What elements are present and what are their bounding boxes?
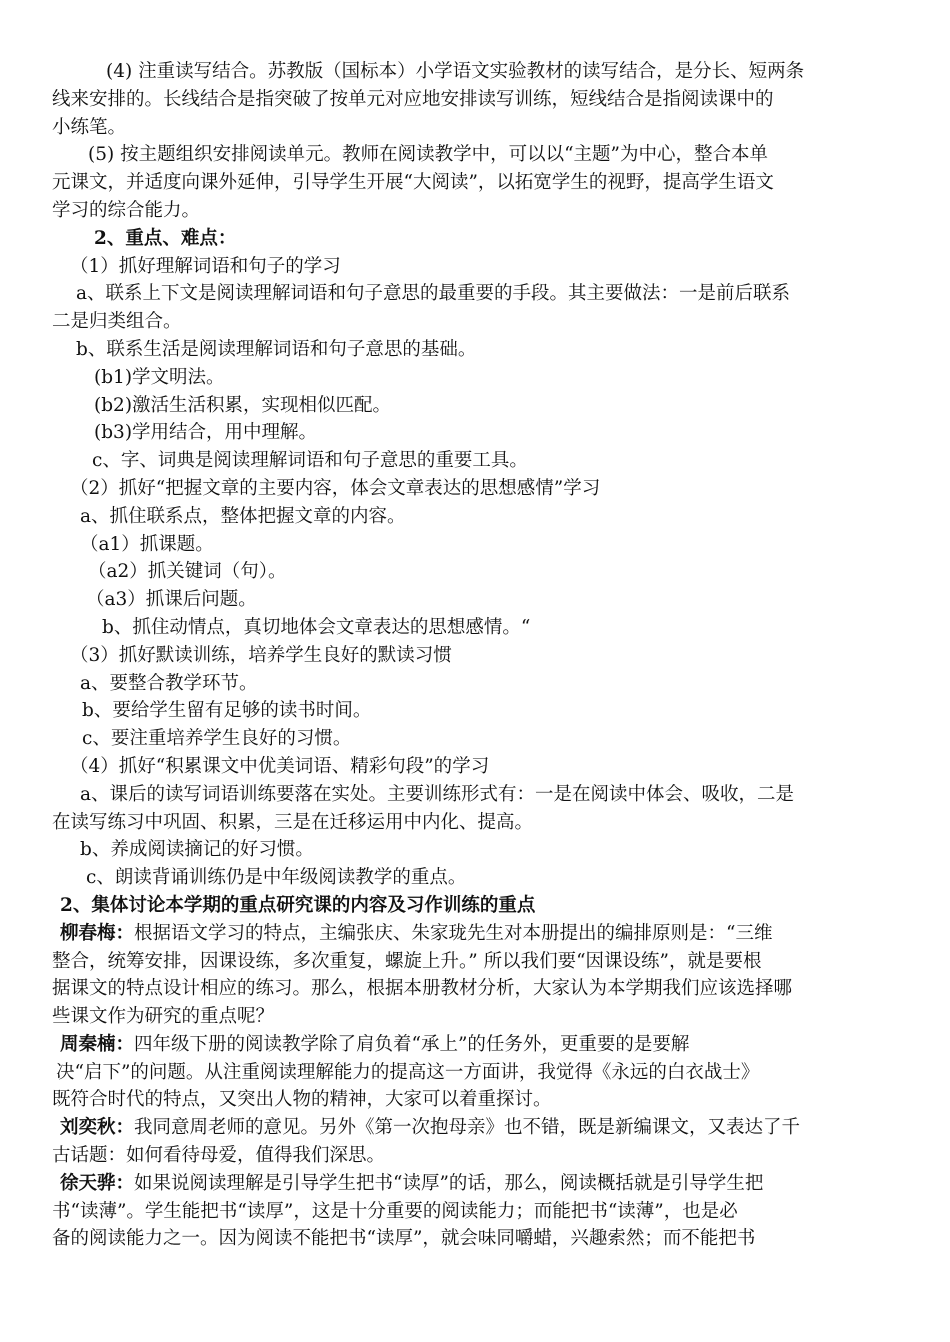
item-3a: a、要整合教学环节。 (80, 672, 258, 694)
item-1a-line-1: a、联系上下文是阅读理解词语和句子意思的最重要的手段。其主要做法：一是前后联系 (76, 283, 791, 305)
item-4-heading: （4）抓好“积累课文中优美词语、精彩句段”的学习 (70, 755, 490, 777)
dialogue-line (52, 1031, 902, 1059)
dialogue-line: 既符合时代的特点，又突出人物的精神，大家可以着重探讨。 (52, 1089, 552, 1111)
dialogue-line: 决“启下”的问题。从注重阅读理解能力的提高这一方面讲，我觉得《永远的白衣战士》 (56, 1061, 760, 1083)
item-3c: c、要注重培养学生良好的习惯。 (82, 728, 352, 750)
speech-text: 我同意周老师的意见。另外《第一次抱母亲》也不错，既是新编课文，又表达了千 (134, 1117, 801, 1139)
section-heading-discussion: 2、集体讨论本学期的重点研究课的内容及习作训练的重点 (60, 894, 536, 916)
item-1b: b、联系生活是阅读理解词语和句子意思的基础。 (76, 338, 477, 360)
item-b2: (b2)激活生活积累，实现相似匹配。 (94, 394, 392, 416)
dialogue-line: 整合，统筹安排，因课设练，多次重复，螺旋上升。” 所以我们要“因课设练”，就是要根 (52, 950, 762, 972)
dialogue-line (52, 1114, 902, 1142)
para-5-line-2: 元课文，并适度向课外延伸，引导学生开展“大阅读”，以拓宽学生的视野，提高学生语文 (52, 172, 774, 194)
item-4a-line-1: a、课后的读写词语训练要落在实处。主要训练形式有：一是在阅读中体会、吸收，二是 (80, 783, 795, 805)
document-page (52, 58, 902, 1253)
speech-text: 根据语文学习的特点，主编张庆、朱家珑先生对本册提出的编排原则是：“三维 (134, 922, 773, 944)
dialogue-line: 古话题：如何看待母爱，值得我们深思。 (52, 1145, 386, 1167)
item-b3: (b3)学用结合，用中理解。 (94, 422, 318, 444)
item-2b: b、抓住动情点，真切地体会文章表达的思想感情。“ (102, 616, 531, 638)
dialogue-line (52, 1170, 902, 1198)
speech-text: 四年级下册的阅读教学除了肩负着“承上”的任务外，更重要的是要解 (134, 1033, 690, 1055)
item-2-heading: （2）抓好“把握文章的主要内容，体会文章表达的思想感情”学习 (70, 477, 601, 499)
dialogue-line (52, 920, 902, 948)
para-4-line-2: 线来安排的。长线结合是指突破了按单元对应地安排读写训练，短线结合是指阅读课中的 (52, 88, 774, 110)
item-a1: （a1）抓课题。 (80, 533, 214, 555)
item-4b: b、养成阅读摘记的好习惯。 (80, 839, 314, 861)
item-4a-line-2: 在读写练习中巩固、积累，三是在迁移运用中内化、提高。 (52, 811, 534, 833)
dialogue-line: 备的阅读能力之一。因为阅读不能把书“读厚”，就会味同嚼蜡，兴趣索然；而不能把书 (52, 1228, 756, 1250)
speaker-name: 徐天骅： (60, 1172, 135, 1194)
speaker-name: 柳春梅： (60, 922, 135, 944)
para-4-line-1: (4) 注重读写结合。苏教版（国标本）小学语文实验教材的读写结合，是分长、短两条 (106, 61, 805, 82)
item-4c: c、朗读背诵训练仍是中年级阅读教学的重点。 (86, 867, 467, 889)
speech-text: 如果说阅读理解是引导学生把书“读厚”的话，那么，阅读概括就是引导学生把 (134, 1172, 764, 1194)
item-a2: （a2）抓关键词（句）。 (88, 561, 287, 583)
dialogue-line: 些课文作为研究的重点呢？ (52, 1006, 275, 1028)
para-5-line-3: 学习的综合能力。 (52, 199, 201, 221)
para-5-line-1: (5) 按主题组织安排阅读单元。教师在阅读教学中，可以以“主题”为中心，整合本单 (88, 144, 769, 166)
section-heading-key-points: 2、重点、难点： (94, 227, 237, 249)
item-b1: (b1)学文明法。 (94, 366, 225, 388)
item-3-heading: （3）抓好默读训练，培养学生良好的默读习惯 (70, 644, 452, 666)
item-1a-line-2: 二是归类组合。 (52, 311, 182, 333)
item-a3: （a3）抓课后问题。 (86, 589, 257, 611)
para-4-line-3: 小练笔。 (52, 116, 127, 138)
item-1-heading: （1）抓好理解词语和句子的学习 (70, 255, 341, 277)
item-3b: b、要给学生留有足够的读书时间。 (82, 700, 372, 722)
speaker-name: 周秦楠： (60, 1033, 135, 1055)
item-1c: c、字、词典是阅读理解词语和句子意思的重要工具。 (92, 450, 528, 472)
dialogue-line: 书“读薄”。学生能把书“读厚”，这是十分重要的阅读能力；而能把书“读薄”，也是必 (52, 1200, 738, 1222)
dialogue-line: 据课文的特点设计相应的练习。那么，根据本册教材分析，大家认为本学期我们应该选择哪 (52, 978, 793, 1000)
item-2a: a、抓住联系点，整体把握文章的内容。 (80, 505, 406, 527)
speaker-name: 刘奕秋： (60, 1117, 135, 1139)
